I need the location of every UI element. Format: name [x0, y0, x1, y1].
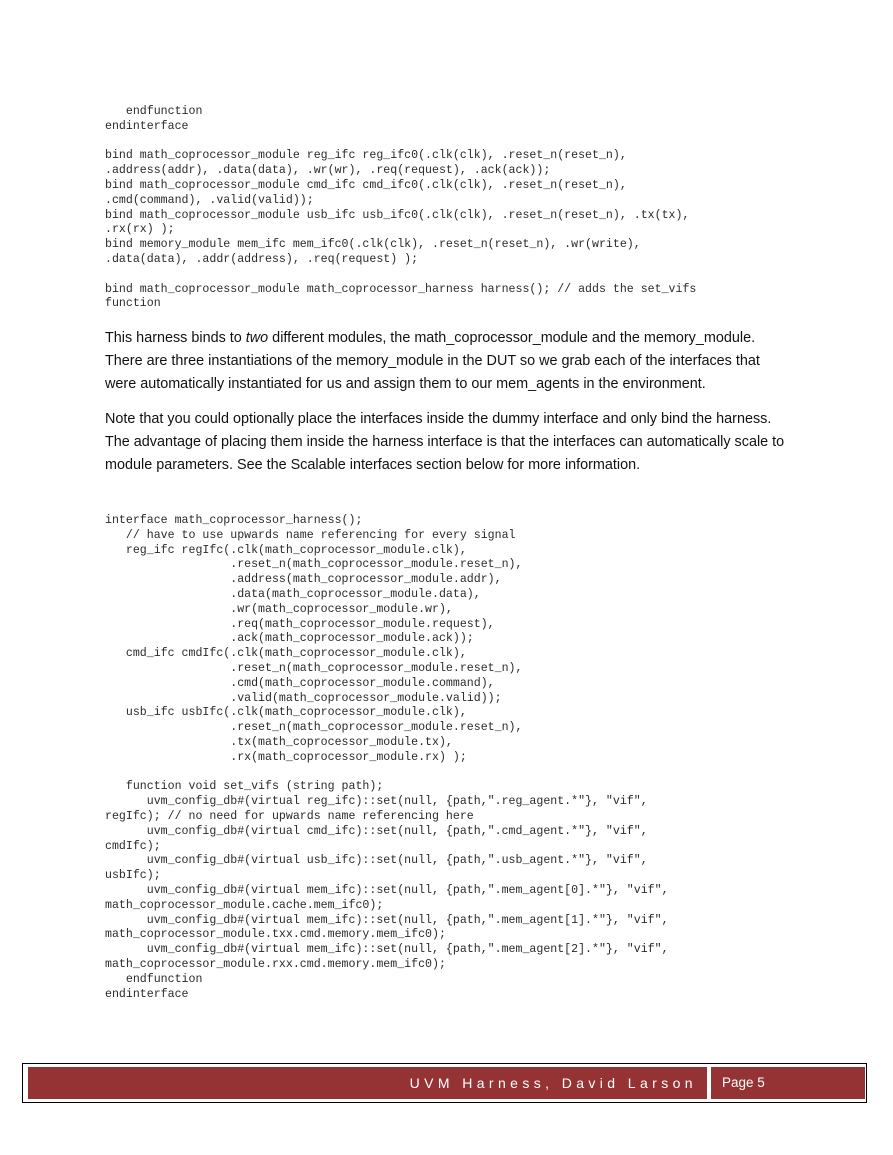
code-listing-bind-statements: endfunction endinterface bind math_coprocessor_module reg_ifc reg_ifc0(.clk(clk), .reset_n(reset_n), .address(addr), .data(data), .wr(wr), .req(request), .ack(ack)); bind math_coprocessor_module cmd_ifc cmd_ifc0(.clk(clk), .reset_n(reset_n), .cmd(command), .valid(valid)); bind math_coprocessor_module usb_ifc usb_ifc0(.clk(clk), .reset_n(reset_n), .tx(tx), .rx(rx) ); bind memory_module mem_ifc mem_ifc0(.clk(clk), .reset_n(reset_n), .wr(write), .data(data), .addr(address), .req(request) ); bind math_coprocessor_module math_coprocessor_harness harness(); // adds the set_vifs function	[105, 105, 697, 311]
emphasis-text: two	[245, 330, 269, 346]
code-listing-harness-interface: interface math_coprocessor_harness(); // have to use upwards name referencing for every signal reg_ifc regIfc(.clk(math_coprocessor_module.clk), .reset_n(math_coprocessor_module.reset_n), .address(math_coprocessor_module.addr), .data(math_coprocessor_module.data), .wr(math_coprocessor_module.wr), .req(math_coprocessor_module.request), .ack(math_coprocessor_module.ack)); cmd_ifc cmdIfc(.clk(math_coprocessor_module.clk), .reset_n(math_coprocessor_module.reset_n), .cmd(math_coprocessor_module.command), .valid(math_coprocessor_module.valid)); usb_ifc usbIfc(.clk(math_coprocessor_module.clk), .reset_n(math_coprocessor_module.reset_n), .tx(math_coprocessor_module.tx), .rx(math_coprocessor_module.rx) ); function void set_vifs (string path); uvm_config_db#(virtual reg_ifc)::set(null, {path,".reg_agent.*"}, "vif", regIfc); // no need for upwards name referencing here uvm_config_db#(virtual cmd_ifc)::set(null, {path,".cmd_agent.*"}, "vif", cmdIfc); uvm_config_db#(virtual usb_ifc)::set(null, {path,".usb_agent.*"}, "vif", usbIfc); uvm_config_db#(virtual mem_ifc)::set(null, {path,".mem_agent[0].*"}, "vif", math_coprocessor_module.cache.mem_ifc0); uvm_config_db#(virtual mem_ifc)::set(null, {path,".mem_agent[1].*"}, "vif", math_coprocessor_module.txx.cmd.memory.mem_ifc0); uvm_config_db#(virtual mem_ifc)::set(null, {path,".mem_agent[2].*"}, "vif", math_coprocessor_module.rxx.cmd.memory.mem_ifc0); endfunction endinterface	[105, 514, 669, 1001]
page-number: Page 5	[711, 1067, 865, 1099]
paragraph-text: different modules, the math_coprocessor_module and the memory_module. There are three instantiations of the memory_module in the DUT so we grab each of the interfaces that were automatically instantiated for us and assign them to our mem_agents in the environment.	[105, 330, 760, 393]
paragraph-text: This harness binds to	[105, 330, 246, 346]
footer-title: UVM Harness, David Larson	[28, 1067, 707, 1099]
paragraph-optional-placement: Note that you could optionally place the interfaces inside the dummy interface and only bind the harness. The advantage of placing them inside the harness interface is that the interfaces can automatically scale to module parameters. See the Scalable interfaces section below for more information.	[105, 411, 785, 474]
paragraph-harness-binds	[105, 327, 795, 397]
